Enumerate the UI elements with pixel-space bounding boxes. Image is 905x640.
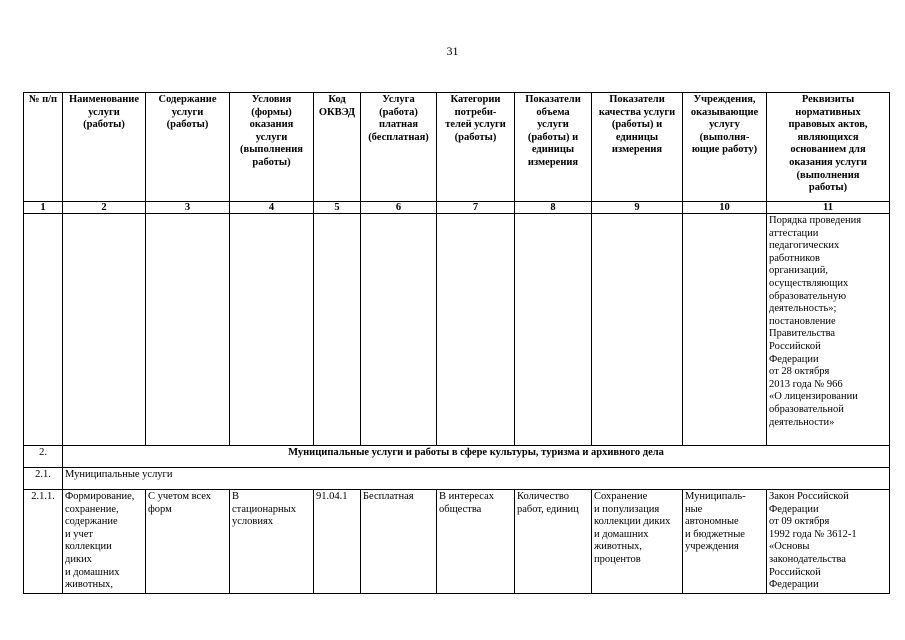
header-volume-indicators: Показатели объема услуги (работы) и единицы измерения [515, 93, 592, 202]
column-number: 1 [24, 202, 63, 214]
header-institutions: Учреждения, оказывающие услугу (выполня- ющие работу) [683, 93, 767, 202]
service-consumers: В интересах общества [437, 490, 515, 594]
service-content: С учетом всех форм [146, 490, 230, 594]
column-number: 8 [515, 202, 592, 214]
section-number: 2. [24, 446, 63, 468]
empty-cell [24, 214, 63, 446]
service-name: Формирование, сохранение, содержание и учет коллекции диких и домашних животных, [63, 490, 146, 594]
header-number: № п/п [24, 93, 63, 202]
empty-cell [437, 214, 515, 446]
empty-cell [146, 214, 230, 446]
empty-cell [592, 214, 683, 446]
service-quality: Сохранение и популизация коллекции диких и домашних животных, процентов [592, 490, 683, 594]
column-number: 9 [592, 202, 683, 214]
column-number: 3 [146, 202, 230, 214]
service-institutions: Муниципаль- ные автономные и бюджетные учреждения [683, 490, 767, 594]
column-number: 4 [230, 202, 314, 214]
header-consumer-categories: Категории потреби- телей услуги (работы) [437, 93, 515, 202]
service-number: 2.1.1. [24, 490, 63, 594]
service-legal-acts: Закон Российской Федерации от 09 октября 1992 года № 3612-1 «Основы законодательства Российской Федерации [767, 490, 890, 594]
subsection-row [24, 468, 890, 490]
service-okved: 91.04.1 [314, 490, 361, 594]
subsection-title: Муниципальные услуги [63, 468, 890, 490]
service-conditions: В стационарных условиях [230, 490, 314, 594]
header-conditions: Условия (формы) оказания услуги (выполнения работы) [230, 93, 314, 202]
empty-cell [361, 214, 437, 446]
empty-cell [230, 214, 314, 446]
column-number: 10 [683, 202, 767, 214]
continuation-legal-acts: Порядка проведения аттестации педагогических работников организаций, осуществляющих образовательную деятельность»; постановление Правительства Российской Федерации от 28 октября 2013 года № 966 «О лицензировании образовательной деятельности» [767, 214, 890, 446]
section-row [24, 446, 890, 468]
service-paid: Бесплатная [361, 490, 437, 594]
header-service-name: Наименование услуги (работы) [63, 93, 146, 202]
header-okved-code: Код ОКВЭД [314, 93, 361, 202]
header-service-content: Содержание услуги (работы) [146, 93, 230, 202]
table-header-row [24, 93, 890, 202]
empty-cell [63, 214, 146, 446]
header-quality-indicators: Показатели качества услуги (работы) и единицы измерения [592, 93, 683, 202]
column-number-row [24, 202, 890, 214]
continuation-row [24, 214, 890, 446]
page-number: 31 [446, 44, 459, 58]
column-number: 2 [63, 202, 146, 214]
header-legal-acts: Реквизиты нормативных правовых актов, являющихся основанием для оказания услуги (выполнения работы) [767, 93, 890, 202]
column-number: 11 [767, 202, 890, 214]
subsection-number: 2.1. [24, 468, 63, 490]
header-paid-free: Услуга (работа) платная (бесплатная) [361, 93, 437, 202]
column-number: 6 [361, 202, 437, 214]
section-title: Муниципальные услуги и работы в сфере культуры, туризма и архивного дела [63, 446, 890, 468]
empty-cell [515, 214, 592, 446]
service-row [24, 490, 890, 594]
services-table [23, 92, 890, 594]
column-number: 5 [314, 202, 361, 214]
empty-cell [683, 214, 767, 446]
empty-cell [314, 214, 361, 446]
service-volume: Количество работ, единиц [515, 490, 592, 594]
column-number: 7 [437, 202, 515, 214]
